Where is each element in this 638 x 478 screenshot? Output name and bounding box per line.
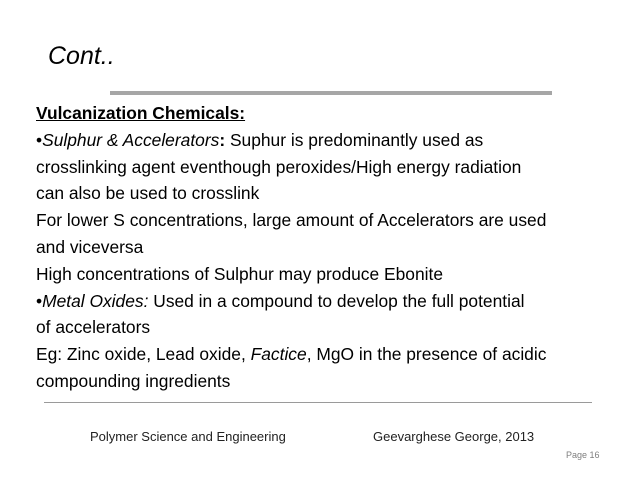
- example-suffix: , MgO in the presence of acidic: [306, 344, 547, 365]
- section-heading: [36, 100, 636, 127]
- bullet-sulphur-line3: can also be used to crosslink: [36, 183, 260, 204]
- sulphur-text: Suphur is predominantly used as: [225, 129, 484, 150]
- oxides-text: Used in a compound to develop the full potential: [148, 290, 525, 311]
- example-prefix: Eg: Zinc oxide, Lead oxide,: [36, 344, 251, 365]
- slide-body: [36, 100, 636, 395]
- sulphur-term: Sulphur & Accelerators: [42, 129, 220, 150]
- title-divider: [110, 91, 552, 95]
- bullet-mark: •: [36, 290, 43, 311]
- heading-text: Vulcanization Chemicals:: [36, 103, 246, 123]
- footer-course: Polymer Science and Engineering: [90, 429, 286, 444]
- bullet-sulphur-line2: crosslinking agent eventhough peroxides/High energy radiation: [36, 156, 522, 177]
- page-number: Page 16: [566, 450, 600, 460]
- footer-divider: [44, 402, 592, 403]
- example-line2: compounding ingredients: [36, 370, 231, 391]
- accelerator-line1: For lower S concentrations, large amount of Accelerators are used: [36, 210, 547, 231]
- footer-author: Geevarghese George, 2013: [373, 429, 535, 444]
- bullet-oxides-line2: of accelerators: [36, 317, 151, 338]
- oxides-term: Metal Oxides:: [42, 290, 149, 311]
- example-line1: [36, 341, 636, 368]
- sulphur-colon: :: [219, 129, 226, 150]
- bullet-sulphur-line1: [36, 127, 636, 154]
- bullet-mark: •: [36, 129, 43, 150]
- example-factice: Factice: [250, 344, 307, 365]
- ebonite-line: High concentrations of Sulphur may produce Ebonite: [36, 263, 443, 284]
- bullet-oxides-line1: [36, 288, 636, 315]
- accelerator-line2: and viceversa: [36, 236, 144, 257]
- slide-title: Cont..: [48, 42, 115, 70]
